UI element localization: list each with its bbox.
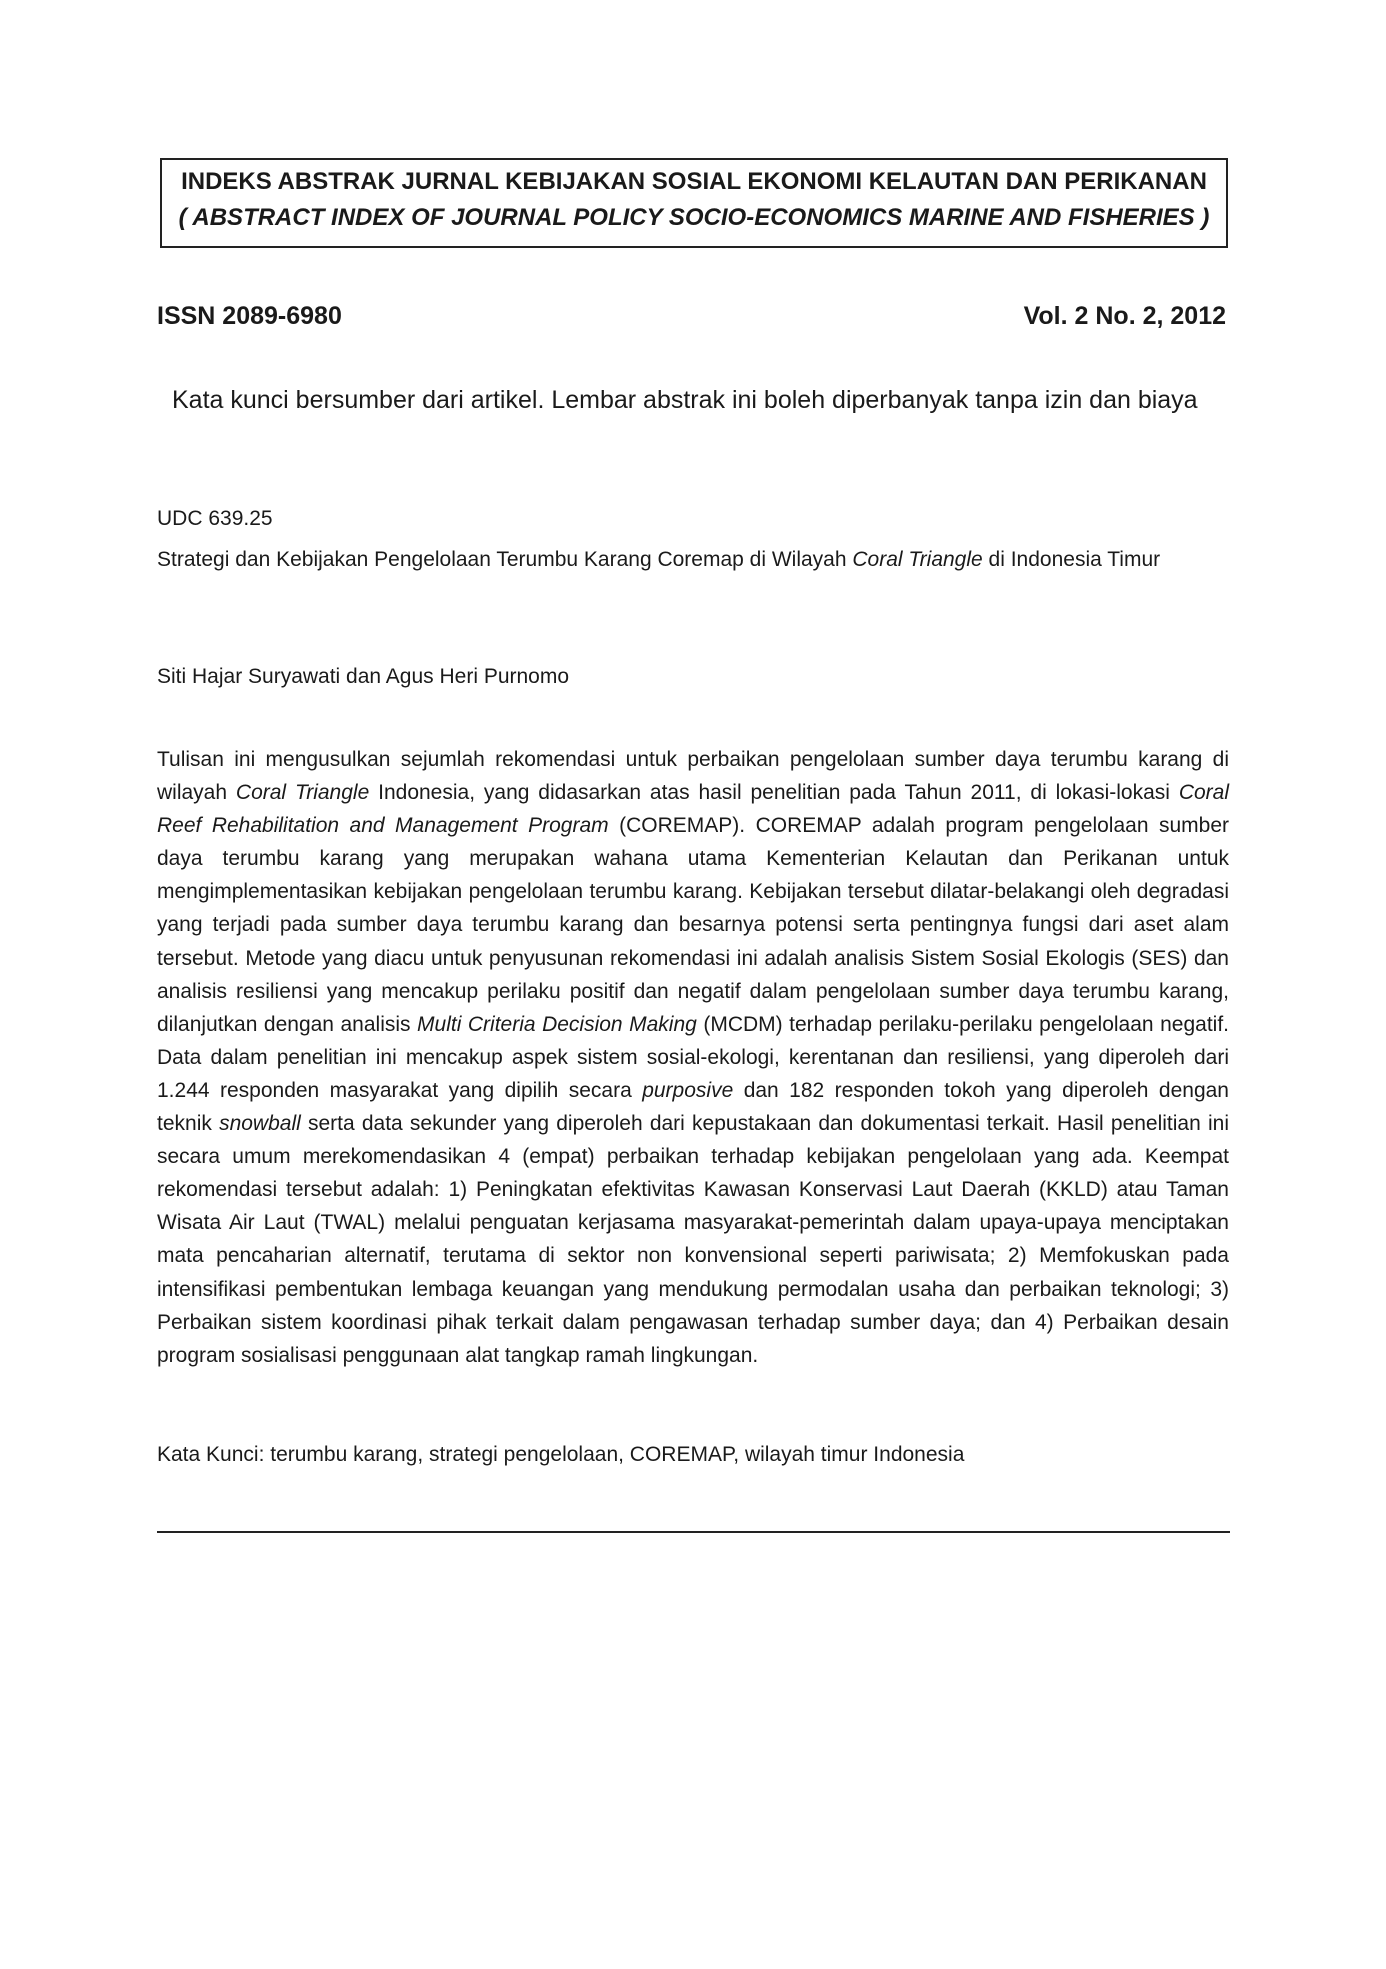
abstract-body — [157, 743, 1229, 1372]
article-authors: Siti Hajar Suryawati dan Agus Heri Purnomo — [157, 665, 570, 688]
abstract-text: dan 182 responden tokoh yang diperoleh dengan teknik — [157, 1078, 1229, 1136]
abstract-text: (COREMAP). COREMAP adalah program pengelolaan sumber daya terumbu karang yang merupakan wahana utama Kementerian Kelautan dan Perikanan untuk mengimplementasikan kebijakan pengelolaan terumbu karang. Kebijakan tersebut dilatar-belakangi oleh degradasi yang terjadi pada sumber daya terumbu karang dan besarnya potensi serta pentingnya fungsi dari aset alam tersebut. Metode yang diacu untuk penyusunan rekomendasi ini adalah analisis Sistem Sosial Ekologis (SES) dan analisis resiliensi yang mencakup perilaku positif dan negatif dalam pengelolaan sumber daya terumbu karang, dilanjutkan dengan analisis — [157, 814, 1229, 1036]
abstract-text: (MCDM) terhadap perilaku-perilaku pengelolaan negatif. Data dalam penelitian ini mencakup aspek sistem sosial-ekologi, kerentanan dan resiliensi, yang diperoleh dari 1.244 responden masyarakat yang dipilih secara — [157, 1012, 1229, 1102]
keywords: Kata Kunci: terumbu karang, strategi pengelolaan, COREMAP, wilayah timur Indonesia — [157, 1443, 965, 1466]
abstract-italic-term: purposive — [642, 1078, 734, 1102]
abstract-text: Indonesia, yang didasarkan atas hasil penelitian pada Tahun 2011, di lokasi-lokasi — [369, 781, 1179, 805]
journal-title-box — [160, 158, 1228, 248]
article-title — [157, 544, 1177, 575]
abstract-italic-term: Multi Criteria Decision Making — [417, 1012, 697, 1036]
section-divider — [157, 1531, 1230, 1533]
udc-code: UDC 639.25 — [157, 507, 273, 530]
article-title-part: Strategi dan Kebijakan Pengelolaan Terumbu Karang Coremap di Wilayah — [157, 548, 853, 571]
issn: ISSN 2089-6980 — [157, 302, 342, 330]
abstract-text: Tulisan ini mengusulkan sejumlah rekomendasi untuk perbaikan pengelolaan sumber daya terumbu karang di wilayah — [157, 748, 1229, 805]
journal-title-english: ( ABSTRACT INDEX OF JOURNAL POLICY SOCIO-ECONOMICS MARINE AND FISHERIES ) — [178, 204, 1210, 231]
volume-info: Vol. 2 No. 2, 2012 — [1023, 302, 1226, 330]
article-title-part: di Indonesia Timur — [982, 548, 1161, 571]
journal-title: INDEKS ABSTRAK JURNAL KEBIJAKAN SOSIAL EKONOMI KELAUTAN DAN PERIKANAN — [181, 168, 1207, 195]
abstract-italic-term: Coral Triangle — [235, 781, 370, 805]
abstract-italic-term: Coral Reef Rehabilitation and Management Program — [157, 781, 1230, 838]
abstract-text: serta data sekunder yang diperoleh dari kepustakaan dan dokumentasi terkait. Hasil penelitian ini secara umum merekomendasikan 4 (empat) perbaikan terhadap kebijakan pengelolaan yang ada. Keempat rekomendasi tersebut adalah: 1) Peningkatan efektivitas Kawasan Konservasi Laut Daerah (KKLD) atau Taman Wisata Air Laut (TWAL) melalui penguatan kerjasama masyarakat-pemerintah dalam upaya-upaya menciptakan mata pencaharian alternatif, terutama di sektor non konvensional seperti pariwisata; 2) Memfokuskan pada intensifikasi pembentukan lembaga keuangan yang mendukung permodalan usaha dan perbaikan teknologi; 3) Perbaikan sistem koordinasi pihak terkait dalam pengawasan terhadap sumber daya; dan 4) Perbaikan desain program sosialisasi penggunaan alat tangkap ramah lingkungan. — [157, 1112, 1229, 1367]
abstract-italic-term: snowball — [219, 1112, 301, 1136]
copy-permission-note: Kata kunci bersumber dari artikel. Lembar abstrak ini boleh diperbanyak tanpa izin dan biaya — [172, 386, 1198, 414]
article-title-italic: Coral Triangle — [852, 548, 983, 571]
